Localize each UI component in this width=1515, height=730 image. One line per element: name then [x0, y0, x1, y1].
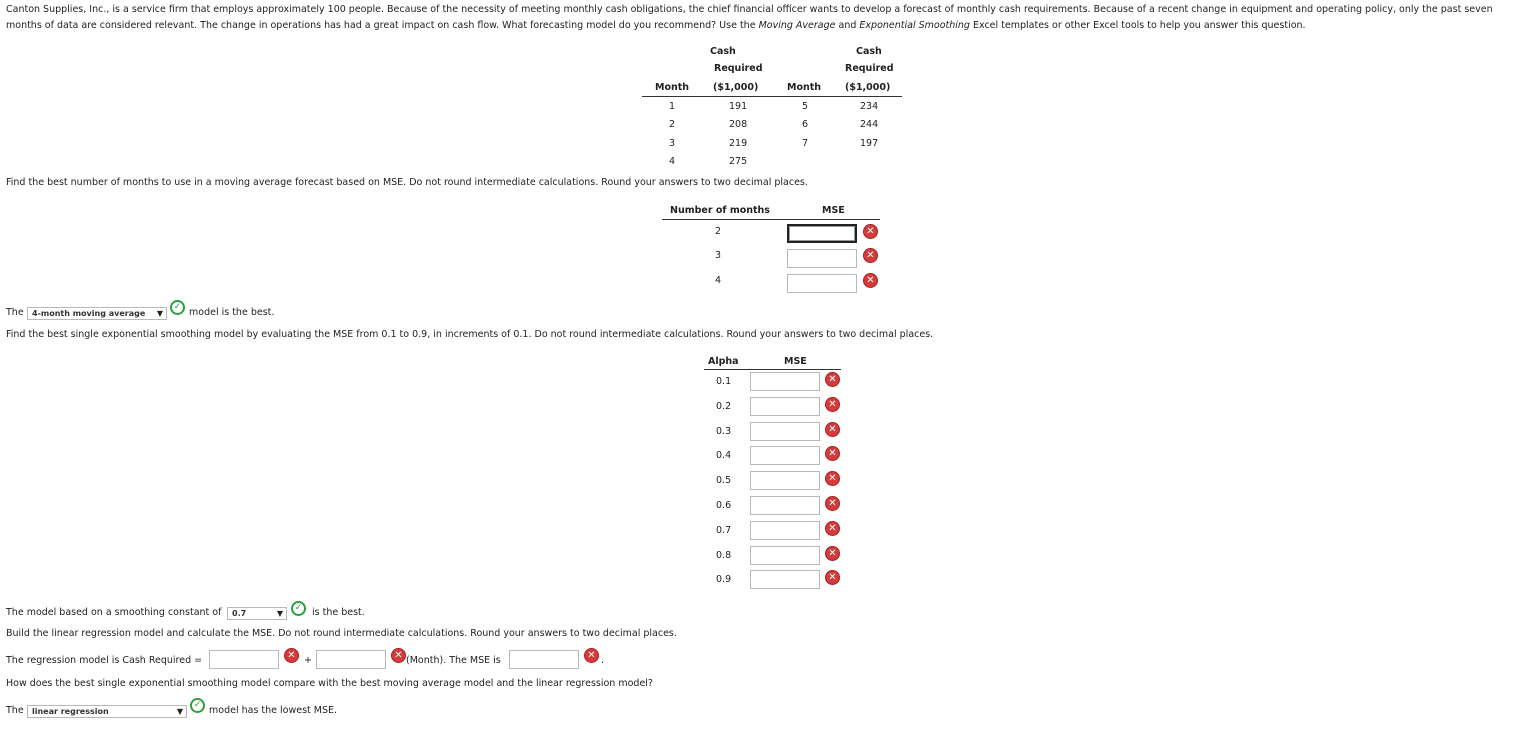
incorrect-icon: ✕ [863, 248, 878, 263]
header-required-1: Required [714, 63, 763, 74]
es-mse-input[interactable] [750, 446, 820, 465]
correct-icon: ✓ [190, 698, 205, 713]
table-cell: 244 [860, 119, 879, 130]
es-instruction: Find the best single exponential smoothing model by evaluating the MSE from 0.1 to 0.9, in increments of 0.1. Do not round intermediate calculations. Round your answers to two decimal places. [6, 329, 934, 340]
es-best-prefix: The model based on a smoothing constant of [6, 607, 222, 618]
table-cell: 197 [860, 138, 879, 149]
es-row-alpha: 0.1 [716, 376, 732, 387]
ma-mse-input-4[interactable] [787, 274, 857, 293]
chevron-down-icon: ▼ [176, 707, 183, 716]
ma-col-months: Number of months [670, 205, 770, 216]
es-best-select-value: 0.7 [232, 609, 247, 618]
incorrect-icon: ✕ [825, 471, 840, 486]
header-cash-2: Cash [856, 46, 882, 57]
ma-row-months: 3 [715, 250, 722, 261]
regression-month-text: (Month). The MSE is [406, 655, 501, 666]
table-cell: 208 [729, 119, 748, 130]
compare-prefix: The [6, 705, 24, 716]
incorrect-icon: ✕ [825, 521, 840, 536]
incorrect-icon: ✕ [863, 273, 878, 288]
table-cell: 2 [669, 119, 676, 130]
incorrect-icon: ✕ [825, 446, 840, 461]
table-header-divider [642, 96, 902, 97]
incorrect-icon: ✕ [825, 397, 840, 412]
incorrect-icon: ✕ [825, 546, 840, 561]
es-mse-input[interactable] [750, 546, 820, 565]
es-row-alpha: 0.5 [716, 475, 732, 487]
chevron-down-icon: ▼ [156, 309, 163, 318]
incorrect-icon: ✕ [825, 372, 840, 387]
es-row-alpha: 0.3 [716, 425, 732, 437]
problem-statement: Canton Supplies, Inc., is a service firm that employs approximately 100 people. Because of the necessity of meeting monthly cash obligations, the chief financial officer wants to develop a forecast of monthly cash requirements. Because of a recent change in equipment and operating policy, only the past seven months of data are considered relevant. The change in operations has had a great impact on cash flow. What forecasting model do you recommend? Use the Moving Average and Exponential Smoothing Excel templates or other Excel tools to help you answer this question. [6, 4, 1493, 31]
compare-question: How does the best single exponential smoothing model compare with the best moving average model and the linear regression model? [6, 678, 653, 689]
es-row-alpha: 0.4 [716, 450, 732, 462]
ma-best-prefix: The [6, 307, 24, 318]
table-cell: 219 [729, 138, 748, 149]
compare-suffix: model has the lowest MSE. [209, 705, 338, 716]
es-col-mse: MSE [784, 356, 807, 367]
incorrect-icon: ✕ [825, 496, 840, 511]
incorrect-icon: ✕ [863, 224, 878, 239]
header-required-2: Required [845, 63, 894, 74]
es-mse-input[interactable] [750, 496, 820, 515]
ma-mse-input-3[interactable] [787, 249, 857, 268]
correct-icon: ✓ [291, 601, 306, 616]
es-row-alpha: 0.6 [716, 500, 732, 511]
regression-mse-input[interactable] [509, 650, 579, 669]
es-header-divider [704, 369, 841, 370]
compare-select-value: linear regression [32, 707, 109, 716]
incorrect-icon: ✕ [391, 648, 406, 663]
ma-col-mse: MSE [822, 205, 845, 216]
table-cell: 191 [729, 101, 748, 112]
es-row-alpha: 0.9 [716, 574, 732, 586]
incorrect-icon: ✕ [584, 648, 599, 663]
es-mse-input[interactable] [750, 397, 820, 416]
ma-header-divider [662, 219, 880, 220]
table-cell: 275 [729, 156, 748, 167]
es-mse-input[interactable] [750, 521, 820, 540]
regression-period: . [601, 655, 605, 666]
regression-plus: + [304, 655, 312, 666]
ma-best-suffix: model is the best. [189, 307, 275, 318]
table-cell: 234 [860, 101, 879, 112]
correct-icon: ✓ [170, 300, 185, 315]
es-mse-input[interactable] [750, 570, 820, 589]
ma-mse-input-2[interactable] [787, 224, 857, 243]
es-best-suffix: is the best. [312, 607, 365, 618]
ma-row-months: 4 [715, 275, 722, 286]
compare-select[interactable] [27, 705, 187, 718]
regression-instruction: Build the linear regression model and calculate the MSE. Do not round intermediate calculations. Round your answers to two decimal places. [6, 628, 677, 639]
es-row-alpha: 0.2 [716, 400, 732, 412]
table-cell: 3 [669, 138, 676, 149]
header-month-1: Month [655, 82, 690, 93]
es-best-select[interactable] [227, 607, 287, 620]
ma-row-months: 2 [715, 226, 722, 237]
incorrect-icon: ✕ [284, 648, 299, 663]
incorrect-icon: ✕ [825, 422, 840, 437]
header-units-2: ($1,000) [845, 82, 891, 93]
table-cell: 6 [802, 119, 809, 130]
es-row-alpha: 0.7 [716, 524, 732, 536]
ma-best-select[interactable] [27, 307, 167, 320]
regression-prefix: The regression model is Cash Required = [6, 655, 203, 666]
table-cell: 4 [669, 156, 676, 167]
chevron-down-icon: ▼ [276, 609, 283, 618]
header-month-2: Month [787, 82, 822, 93]
table-cell: 1 [669, 101, 676, 112]
table-cell: 7 [802, 138, 809, 149]
es-mse-input[interactable] [750, 471, 820, 490]
es-col-alpha: Alpha [708, 356, 739, 367]
es-mse-input[interactable] [750, 372, 820, 391]
incorrect-icon: ✕ [825, 570, 840, 585]
header-units-1: ($1,000) [713, 82, 759, 93]
header-cash-1: Cash [710, 46, 736, 57]
es-mse-input[interactable] [750, 422, 820, 441]
regression-intercept-input[interactable] [209, 650, 279, 669]
es-row-alpha: 0.8 [716, 549, 732, 561]
ma-instruction: Find the best number of months to use in a moving average forecast based on MSE. Do not round intermediate calculations. Round your answers to two decimal places. [6, 177, 808, 188]
table-cell: 5 [802, 101, 809, 112]
ma-best-select-value: 4-month moving average [32, 309, 146, 318]
regression-slope-input[interactable] [316, 650, 386, 669]
